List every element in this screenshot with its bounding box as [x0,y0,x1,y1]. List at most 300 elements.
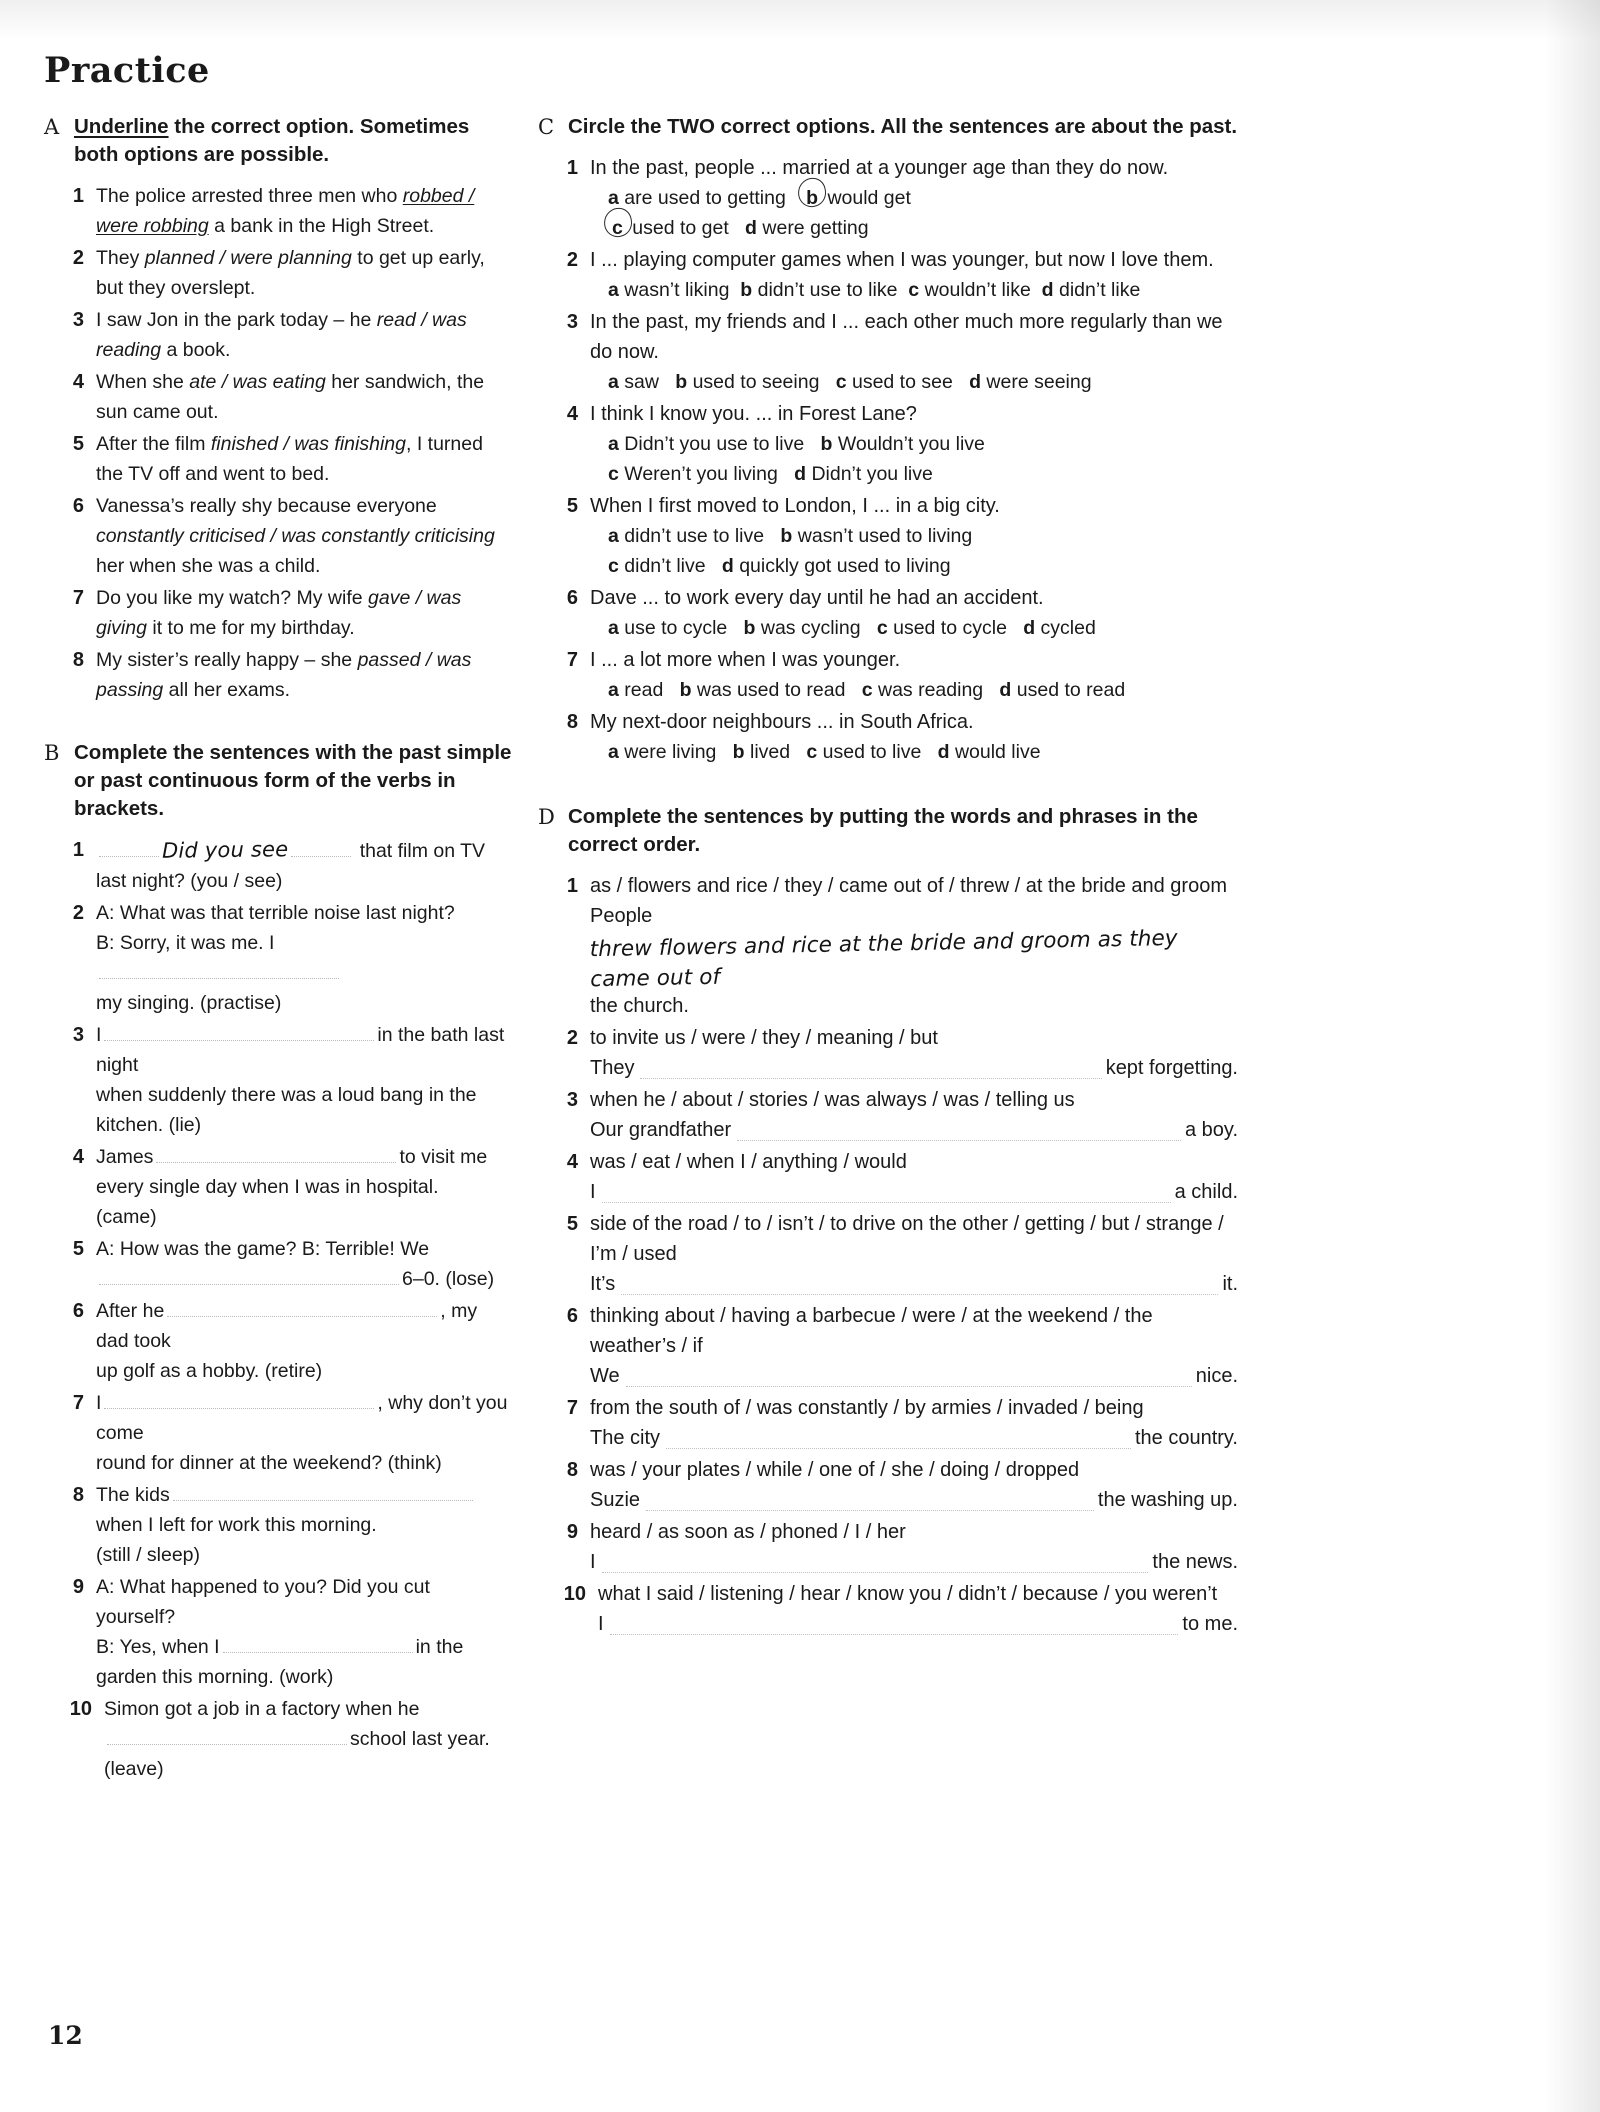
exercise-d [538,803,1238,1639]
list-item [44,491,514,581]
list-item [538,1517,1238,1577]
exercise-d-header [538,803,1238,859]
answer-blank[interactable] [610,1612,1179,1635]
option-row [608,367,1238,397]
list-item [44,367,514,427]
item-number: 4 [566,1151,578,1173]
answer-line [590,1115,1238,1145]
exercise-c [538,113,1238,767]
option-letter-d[interactable]: d [969,371,981,393]
item-text-post: it to me for my birthday. [146,617,355,639]
option-text-b[interactable]: was used to read [696,679,846,701]
item-prompt: from the south of / was constantly / by armies / invaded / being [590,1397,1144,1419]
option-text-b[interactable]: lived [750,741,791,763]
item-text-mid: , why don’t you come [96,1392,508,1444]
item-text-pre: Do you like my watch? My wife [96,587,369,609]
list-item [538,1393,1238,1453]
item-text-pre: My sister’s really happy – she [96,649,358,671]
right-column [538,113,1238,1665]
item-text [590,1393,1238,1453]
option-letter-c[interactable]: c [908,279,920,301]
option-row [608,459,1238,489]
item-text [590,1023,1238,1083]
option-row [608,737,1238,767]
item-text-mid: in the [415,1636,464,1658]
item-number: 7 [72,1392,84,1414]
item-text [96,583,514,643]
answer-lead: People [590,905,653,927]
option-text-a[interactable]: Didn’t you use to live [624,433,805,455]
item-text [590,153,1238,243]
option-letter-b[interactable]: b [740,279,753,301]
item-text [96,898,514,1018]
answer-blank[interactable] [99,960,339,979]
option-letter-b[interactable]: b [675,371,688,393]
option-row [608,183,1238,213]
item-options[interactable]: read / was reading [96,309,467,361]
exercise-c-header [538,113,1238,141]
answer-lead: It’s [590,1273,616,1295]
option-text-d[interactable]: were seeing [986,371,1092,393]
option-text-d[interactable]: were getting [762,217,869,239]
answer-line [590,1423,1238,1453]
item-text [96,1388,514,1478]
list-item [44,1388,514,1478]
answer-blank[interactable] [602,1550,1149,1573]
list-item [44,583,514,643]
item-text [590,245,1238,305]
item-number: 8 [72,649,84,671]
handwritten-answer[interactable]: threw flowers and rice at the bride and groom as they came out of [589,925,1178,993]
item-number: 6 [566,587,578,609]
item-text-post: , I turned the TV off and went to bed. [96,433,483,485]
option-text-a[interactable]: use to cycle [624,617,728,639]
dialogue-line-a: A: What happened to you? Did you cut [96,1576,430,1598]
list-item [44,181,514,241]
item-text [96,1572,514,1692]
answer-blank[interactable] [666,1426,1131,1449]
item-number: 7 [566,1397,578,1419]
answer-blank[interactable] [104,1022,374,1041]
option-letter-c[interactable]: c [608,463,619,485]
option-letter-d[interactable]: d [721,555,734,577]
answer-blank[interactable] [107,1726,347,1745]
item-prompt: was / your plates / while / one of / she / doing / dropped [590,1459,1080,1481]
item-number: 8 [72,1484,84,1506]
item-options[interactable]: passed / was passing [96,649,472,701]
item-text [598,1579,1238,1639]
list-item [538,491,1238,581]
item-number: 9 [566,1521,578,1543]
option-text-a[interactable]: read [624,679,664,701]
dialogue-line-a: A: How was the game? B: Terrible! We [96,1238,430,1260]
dialogue-line-b: B: Yes, when I [96,1636,220,1658]
option-text-b[interactable]: Wouldn’t you live [837,433,985,455]
answer-lead: I [590,1551,596,1573]
item-options[interactable]: finished / was finishing [210,433,406,455]
answer-blank[interactable] [602,1180,1171,1203]
option-text-c[interactable]: Weren’t you living [624,463,778,485]
option-text-d[interactable]: didn’t like [1059,279,1141,301]
exercise-a-instruction-rest: the correct option. Sometimes both options are possible. [74,115,470,166]
exercise-c-letter: C [538,115,555,139]
exercise-b-letter: B [44,741,60,765]
two-column-layout [44,113,1524,1810]
item-text-pre: Vanessa’s really shy because everyone [96,495,437,517]
answer-blank[interactable] [646,1488,1094,1511]
item-text-pre: The kids [96,1484,170,1506]
option-letter-a[interactable]: a [608,279,619,301]
option-letter-a[interactable]: a [608,187,619,209]
item-number: 7 [566,649,578,671]
item-text-post: when suddenly there was a loud bang in the kitchen. (lie) [96,1084,477,1136]
item-text [590,307,1238,397]
answer-blank[interactable] [640,1056,1101,1079]
option-letter-b[interactable]: b [780,525,793,547]
option-text-d[interactable]: Didn’t you live [811,463,933,485]
list-item [538,399,1238,489]
item-options[interactable]: ate / was eating [189,371,326,393]
answer-blank[interactable] [291,838,351,857]
page-content [44,50,1524,1810]
item-prompt: side of the road / to / isn’t / to drive on the other / getting / but / strange / I’m / used [590,1213,1224,1265]
answer-line [590,1547,1238,1577]
option-text-b[interactable]: used to seeing [692,371,820,393]
answer-line [590,1177,1238,1207]
option-letter-b[interactable]: b [679,679,692,701]
option-letter-c[interactable]: c [835,371,847,393]
item-text [96,835,514,896]
item-text-pre: They [96,247,145,269]
option-letter-d[interactable]: d [1023,617,1036,639]
item-text-pre: After he [96,1300,165,1322]
option-letter-a[interactable]: a [608,741,619,763]
answer-blank[interactable] [626,1364,1192,1387]
list-item [44,1694,514,1784]
item-number: 1 [566,157,578,179]
item-text [96,1480,514,1570]
item-text-pre: I [96,1024,102,1046]
answer-blank[interactable] [173,1482,473,1501]
item-text-post: every single day when I was in hospital. [96,1176,439,1198]
item-text-post: a book. [161,339,231,361]
option-letter-a[interactable]: a [608,433,619,455]
item-text-post: garden this morning. (work) [96,1666,334,1688]
option-text-d[interactable]: quickly got used to living [739,555,951,577]
item-text [96,305,514,365]
item-number: 1 [566,875,578,897]
item-text-pre: Simon got a job in a factory when he [104,1698,420,1720]
list-item [538,1455,1238,1515]
item-text [590,1517,1238,1577]
item-prompt: heard / as soon as / phoned / I / her [590,1521,906,1543]
answer-blank[interactable] [621,1272,1218,1295]
option-row [608,551,1238,581]
item-text [96,243,514,303]
dialogue-line-a2: yourself? [96,1606,176,1628]
item-text-post: my singing. (practise) [96,992,282,1014]
answer-line [590,1361,1238,1391]
item-options[interactable]: constantly criticised / was constantly criticising [96,525,495,547]
option-row [608,429,1238,459]
item-text-pre: The police arrested three men who [96,185,403,207]
underline-word: Underline [74,115,169,138]
item-text [96,181,514,241]
list-item [44,1296,514,1386]
answer-lead: The city [590,1427,661,1449]
option-row [608,521,1238,551]
item-text-pre: After the film [96,433,211,455]
answer-lead: They [590,1057,635,1079]
item-text [590,1455,1238,1515]
page-number: 12 [48,2021,83,2050]
item-text [590,707,1238,767]
option-letter-b[interactable]: b [732,741,745,763]
exercise-c-instruction: Circle the TWO correct options. All the sentences are about the past. [568,115,1238,138]
option-letter-c[interactable]: c [876,617,888,639]
item-number: 2 [566,1027,578,1049]
item-stem: Dave ... to work every day until he had an accident. [590,587,1044,609]
option-text-c[interactable]: was reading [877,679,984,701]
item-stem: When I first moved to London, I ... in a big city. [590,495,1000,517]
exercise-d-letter: D [538,805,555,829]
handwritten-answer[interactable]: Did you see [161,837,289,863]
list-item [44,1572,514,1692]
exercise-b-items [44,835,514,1784]
item-text-post: to get up early, but they overslept. [96,247,485,299]
item-number: 8 [566,1459,578,1481]
item-verb-hint: (still / sleep) [96,1544,201,1566]
answer-tail: the country. [1134,1427,1238,1449]
option-letter-b-circled[interactable]: b [802,183,822,213]
answer-line [590,1269,1238,1299]
option-text-b[interactable]: was cycling [760,617,861,639]
answer-tail: it. [1222,1273,1238,1295]
item-text-mid: to visit me [399,1146,488,1168]
item-number: 6 [72,1300,84,1322]
item-text [590,1209,1238,1299]
item-text-pre: When she [96,371,190,393]
answer-tail: kept forgetting. [1105,1057,1238,1079]
item-text [96,645,514,705]
answer-tail: the news. [1152,1551,1238,1573]
item-text [590,583,1238,643]
answer-tail: a child. [1174,1181,1238,1203]
item-number: 2 [72,902,84,924]
item-number: 6 [566,1305,578,1327]
exercise-d-instruction: Complete the sentences by putting the words and phrases in the correct order. [568,805,1198,856]
option-letter-d[interactable]: d [1041,279,1054,301]
option-text-d[interactable]: cycled [1040,617,1096,639]
item-verb-hint: (leave) [104,1758,164,1780]
option-letter-a[interactable]: a [608,617,619,639]
list-item [44,645,514,705]
option-row [608,275,1238,305]
item-text-pre: I saw Jon in the park today – he [96,309,377,331]
option-letter-a[interactable]: a [608,525,619,547]
item-prompt: when he / about / stories / was always / was / telling us [590,1089,1075,1111]
item-text-post: school last year. [350,1728,490,1750]
item-prompt: thinking about / having a barbecue / were / at the weekend / the weather’s / if [590,1305,1153,1357]
answer-line [590,1485,1238,1515]
item-prompt: was / eat / when I / anything / would [590,1151,907,1173]
item-number: 5 [72,433,84,455]
item-number: 3 [566,1089,578,1111]
left-column [44,113,514,1810]
list-item [538,245,1238,305]
option-text-d[interactable]: used to read [1016,679,1126,701]
item-number: 5 [72,1238,84,1260]
option-text-b[interactable]: would get [827,187,911,209]
item-number: 5 [566,1213,578,1235]
item-stem: In the past, people ... married at a younger age than they do now. [590,157,1169,179]
option-letter-d[interactable]: d [794,463,807,485]
list-item [538,1301,1238,1391]
item-text [96,367,514,427]
option-text-a[interactable]: are used to getting [624,187,786,209]
list-item [538,871,1238,1021]
exercise-a-items [44,181,514,705]
item-prompt: what I said / listening / hear / know you / didn’t / because / you weren’t [598,1583,1218,1605]
option-letter-c-circled[interactable]: c [608,213,627,243]
option-row [608,613,1238,643]
dialogue-line-b: B: Sorry, it was me. I [96,932,275,954]
option-letter-c[interactable]: c [806,741,818,763]
answer-tail: a boy. [1185,1119,1238,1141]
list-item [538,1209,1238,1299]
item-text [590,645,1238,705]
list-item [44,1234,514,1294]
item-text [590,1085,1238,1145]
item-number: 10 [563,1583,586,1605]
option-text-a[interactable]: were living [624,741,717,763]
page-title: Practice [44,50,210,91]
list-item [44,1020,514,1140]
answer-lead: I [598,1613,604,1635]
item-text-post: when I left for work this morning. [96,1514,377,1536]
item-text-pre: I [96,1392,102,1414]
item-text [590,491,1238,581]
item-number: 5 [566,495,578,517]
answer-blank[interactable] [223,1634,413,1653]
answer-line [598,1609,1238,1639]
option-text-c[interactable]: used to live [822,741,922,763]
list-item [44,1480,514,1570]
list-item [538,1147,1238,1207]
list-item [44,429,514,489]
answer-blank[interactable] [99,838,159,857]
answer-final: the church. [590,995,689,1017]
exercise-b-header [44,739,514,823]
item-text [96,429,514,489]
answer-blank[interactable] [104,1390,374,1409]
answer-line [590,1053,1238,1083]
item-text [96,1020,514,1140]
item-number: 8 [566,711,578,733]
item-number: 2 [566,249,578,271]
option-letter-b[interactable]: b [743,617,756,639]
item-options[interactable]: robbed / were robbing [96,185,475,237]
list-item [44,1142,514,1232]
item-number: 6 [72,495,84,517]
answer-lead: I [590,1181,596,1203]
item-text-post: a bank in the High Street. [208,215,435,237]
item-options[interactable]: gave / was giving [96,587,462,639]
option-letter-c[interactable]: c [608,555,619,577]
option-text-c[interactable]: didn’t live [624,555,706,577]
item-number: 3 [566,311,578,333]
item-text [104,1694,514,1784]
list-item [538,307,1238,397]
option-letter-a[interactable]: a [608,371,619,393]
item-text-post: up golf as a hobby. (retire) [96,1360,323,1382]
item-options[interactable]: planned / were planning [144,247,352,269]
list-item [44,305,514,365]
option-letter-a[interactable]: a [608,679,619,701]
answer-blank[interactable] [737,1118,1181,1141]
item-text-post: 6–0. (lose) [402,1268,495,1290]
item-number: 3 [72,1024,84,1046]
exercise-a-letter: A [44,115,60,139]
list-item [538,1085,1238,1145]
item-prompt: to invite us / were / they / meaning / but [590,1027,938,1049]
item-text-mid: in the bath last night [96,1024,505,1076]
option-text-b[interactable]: wasn’t used to living [797,525,973,547]
option-letter-d[interactable]: d [745,217,757,239]
item-text [590,1301,1238,1391]
item-number: 3 [72,309,84,331]
answer-blank[interactable] [99,1266,399,1285]
option-text-c[interactable]: wouldn’t like [924,279,1031,301]
option-text-c[interactable]: used to see [851,371,953,393]
item-text [96,1296,514,1386]
answer-tail: to me. [1182,1613,1238,1635]
item-number: 7 [72,587,84,609]
answer-lead: Suzie [590,1489,641,1511]
option-letter-c[interactable]: c [861,679,873,701]
list-item [538,707,1238,767]
item-stem: I ... playing computer games when I was younger, but now I love them. [590,249,1214,271]
item-stem: My next-door neighbours ... in South Africa. [590,711,974,733]
item-stem: In the past, my friends and I ... each other much more regularly than we do now. [590,311,1223,363]
option-letter-b[interactable]: b [820,433,833,455]
option-text-b[interactable]: didn’t use to like [757,279,898,301]
option-text-a[interactable]: wasn’t liking [624,279,730,301]
exercise-a-instruction [74,113,514,169]
option-text-d[interactable]: would live [954,741,1041,763]
list-item [44,835,514,896]
exercise-b-instruction: Complete the sentences with the past simple or past continuous form of the verbs in brackets. [74,741,512,820]
item-text [590,1147,1238,1207]
item-number: 4 [72,371,84,393]
item-text [590,871,1238,1021]
option-text-c[interactable]: used to get [632,217,729,239]
answer-blank[interactable] [156,1144,396,1163]
option-letter-d[interactable]: d [937,741,950,763]
answer-blank[interactable] [167,1298,437,1317]
exercise-d-items [538,871,1238,1639]
item-text-post: round for dinner at the weekend? (think) [96,1452,442,1474]
item-number: 4 [566,403,578,425]
option-letter-d[interactable]: d [999,679,1012,701]
answer-lead: We [590,1365,620,1387]
option-text-a[interactable]: didn’t use to live [624,525,765,547]
item-number: 1 [72,185,84,207]
dialogue-line-a: A: What was that terrible noise last night? [96,902,455,924]
option-text-a[interactable]: saw [624,371,659,393]
option-row [608,675,1238,705]
option-text-c[interactable]: used to cycle [893,617,1007,639]
